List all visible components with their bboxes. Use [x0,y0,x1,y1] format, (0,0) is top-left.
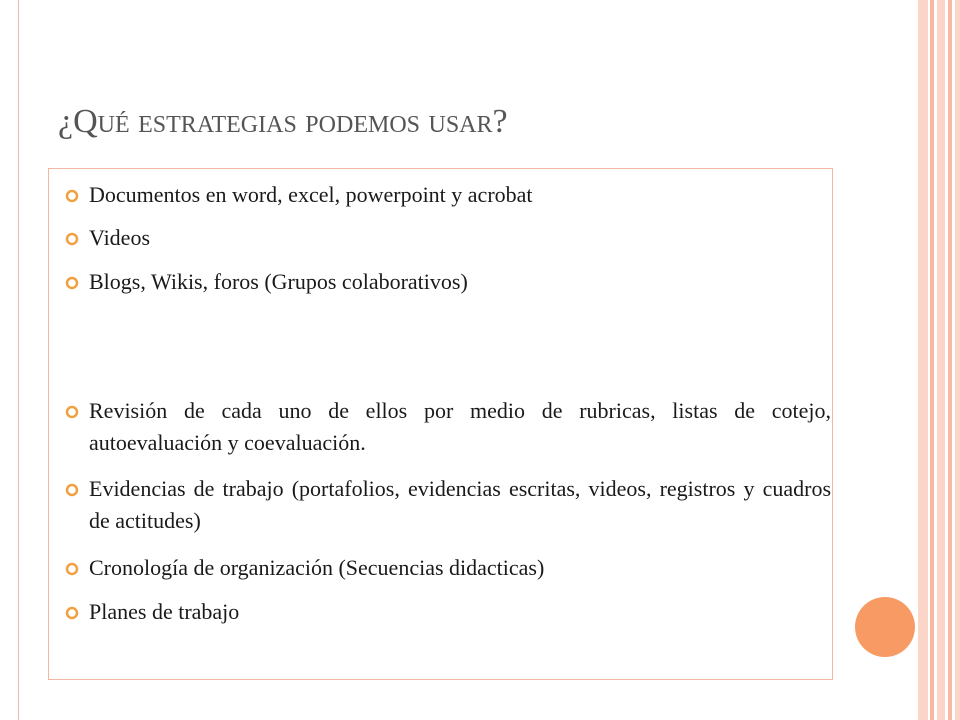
bullet-text: Videos [89,225,151,250]
stripe [918,0,928,720]
ring-bullet-icon [64,275,80,291]
orange-circle-decoration [855,597,915,657]
bullet-text: Blogs, Wikis, foros (Grupos colaborativos) [89,269,468,294]
right-decorative-stripes [918,0,960,720]
stripe [930,0,934,720]
stripe [955,0,960,720]
bullet-text: Planes de trabajo [89,599,240,624]
ring-bullet-icon [64,231,80,247]
slide-title: ¿Qué estrategias podemos usar? [58,103,508,140]
stripe [937,0,945,720]
stripe [948,0,952,720]
ring-bullet-icon [64,404,80,420]
content-box [48,168,833,680]
ring-bullet-icon [64,561,80,577]
bullet-text: Cronología de organización (Secuencias didacticas) [89,555,545,580]
ring-bullet-icon [64,188,80,204]
bullet-text: Documentos en word, excel, powerpoint y acrobat [89,182,533,207]
ring-bullet-icon [64,482,80,498]
left-frame [0,0,19,720]
bullet-text: Evidencias de trabajo (portafolios, evidencias escritas, videos, registros y cuadros de actitudes) [89,476,831,533]
ring-bullet-icon [64,605,80,621]
bullet-text: Revisión de cada uno de ellos por medio de rubricas, listas de cotejo, autoevaluación y coevaluación. [89,398,831,455]
